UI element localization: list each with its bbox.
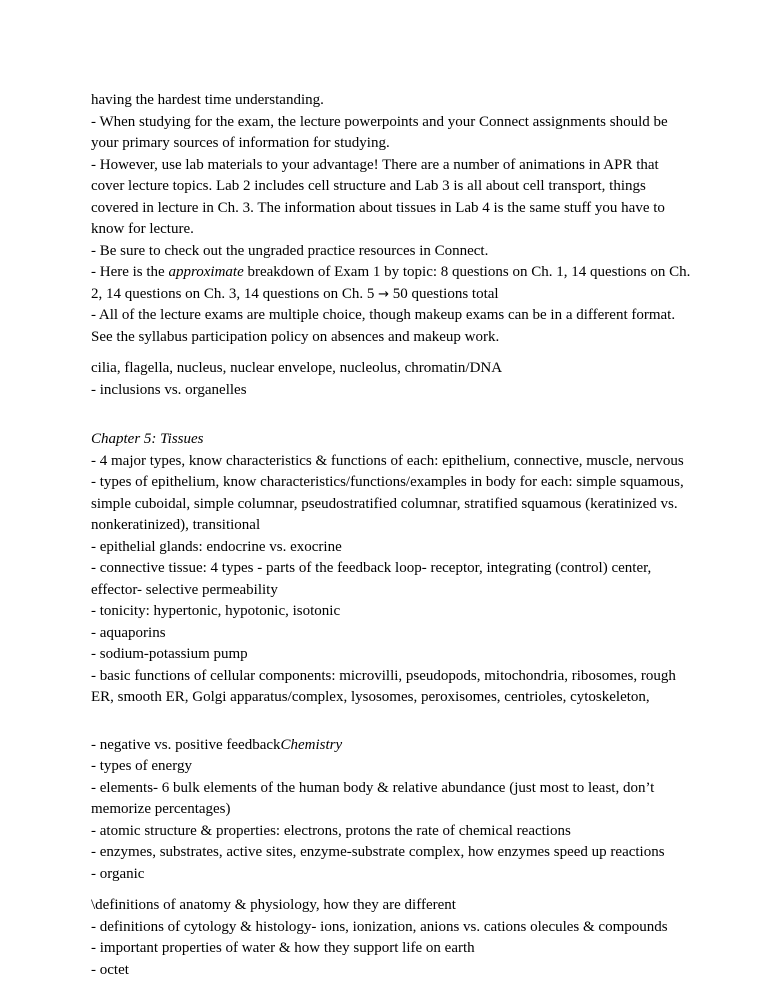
- text-line: - important properties of water & how they support life on earth: [91, 940, 475, 956]
- arrow-right-icon: →: [378, 286, 390, 302]
- text-line: - types of energy: [91, 758, 192, 774]
- cell-components-section: [91, 358, 691, 401]
- text-line: - types of epithelium, know characteristics/functions/examples in body for each: simple squamous, simple cuboidal, simple columnar, pseudostratified columnar, stratified squamous (keratinized vs. nonkeratinized), transitional: [91, 474, 684, 533]
- text-line: cilia, flagella, nucleus, nuclear envelope, nucleolus, chromatin/DNA: [91, 360, 503, 376]
- text-line: - Be sure to check out the ungraded practice resources in Connect.: [91, 242, 489, 259]
- text-line: - organic: [91, 865, 145, 882]
- text-line: - inclusions vs. organelles: [91, 381, 247, 398]
- text-line: - octet: [91, 961, 129, 978]
- exam-notes-section: [91, 90, 691, 348]
- text-span: - negative vs. positive feedback: [91, 736, 281, 753]
- text-line: - sodium-potassium pump: [91, 646, 248, 662]
- text-line: - However, use lab materials to your advantage! There are a number of animations in APR that cover lecture topics. Lab 2 includes cell structure and Lab 3 is all about cell transport, things covered in lecture in Ch. 3. The information about tissues in Lab 4 is the same stuff you have to know for lecture.: [91, 156, 665, 237]
- text-line: - basic functions of cellular components: microvilli, pseudopods, mitochondria, ribosomes, rough ER, smooth ER, Golgi apparatus/complex, lysosomes, peroxisomes, centrioles, cytoskeleton,: [91, 667, 676, 705]
- text-line: - When studying for the exam, the lecture powerpoints and your Connect assignments should be your primary sources of information for studying.: [91, 113, 668, 151]
- chemistry-heading-line: [91, 735, 691, 757]
- text-line: - aquaporins: [91, 624, 166, 641]
- text-line: - epithelial glands: endocrine vs. exocrine: [91, 538, 342, 555]
- text-line: - 4 major types, know characteristics & functions of each: epithelium, connective, muscle, nervous: [91, 452, 684, 469]
- text-span: breakdown of Exam 1 by topic: 8 questions on Ch. 1, 14 questions on Ch. 2, 14 questions on Ch. 3, 14 questions on Ch. 5: [91, 264, 691, 302]
- section-heading: Chemistry: [280, 736, 343, 753]
- text-line: - atomic structure & properties: electrons, protons the rate of chemical reactions: [91, 822, 571, 839]
- section-heading: Chapter 5: Tissues: [91, 431, 204, 447]
- text-line: \definitions of anatomy & physiology, how they are different: [91, 897, 456, 913]
- chemistry-section: [91, 735, 691, 886]
- document-page: [91, 90, 691, 981]
- text-line: - elements- 6 bulk elements of the human body & relative abundance (just most to least, don’t memorize percentages): [91, 779, 655, 817]
- text-span: 50 questions total: [389, 285, 499, 302]
- text-line: - connective tissue: 4 types - parts of the feedback loop- receptor, integrating (control) center, effector- selective permeability: [91, 560, 652, 598]
- text-span: - Here is the: [91, 264, 169, 280]
- text-line: - All of the lecture exams are multiple choice, though makeup exams can be in a different format. See the syllabus participation policy on absences and makeup work.: [91, 307, 676, 345]
- text-line: having the hardest time understanding.: [91, 92, 324, 108]
- text-line: - enzymes, substrates, active sites, enzyme-substrate complex, how enzymes speed up reactions: [91, 844, 665, 860]
- exam-breakdown-line: [91, 262, 691, 305]
- text-line: - tonicity: hypertonic, hypotonic, isotonic: [91, 603, 341, 619]
- text-line: - definitions of cytology & histology- ions, ionization, anions vs. cations olecules & compounds: [91, 918, 668, 935]
- definitions-section: [91, 895, 691, 981]
- tissues-section: [91, 429, 691, 709]
- emphasis-text: approximate: [168, 264, 244, 280]
